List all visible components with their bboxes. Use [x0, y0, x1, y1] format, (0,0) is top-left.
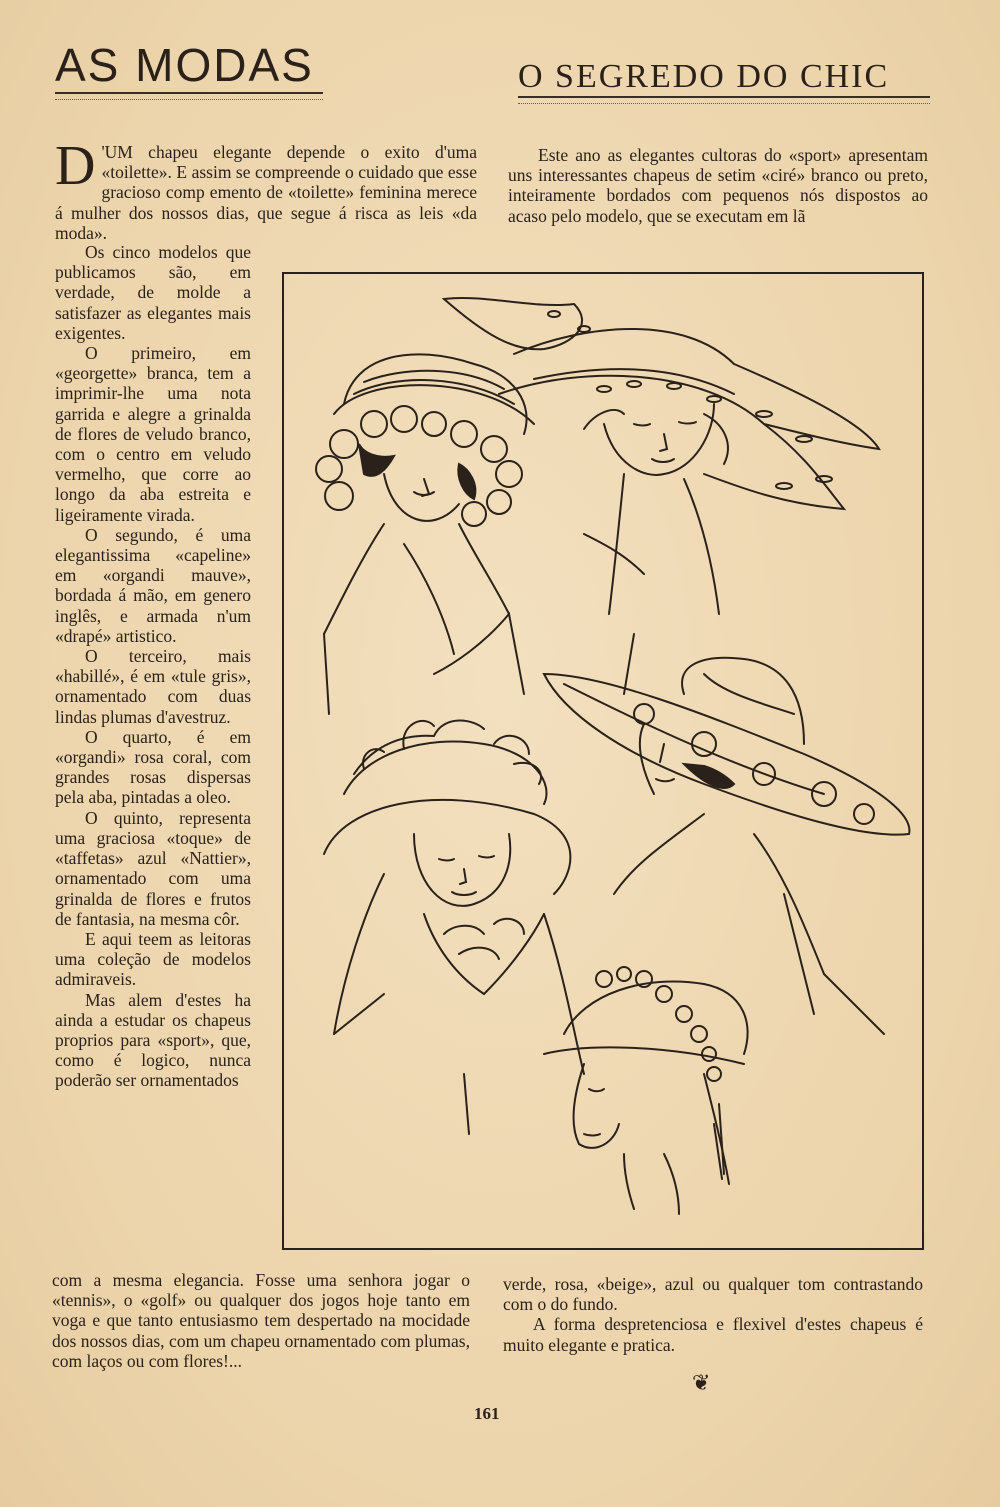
- drop-cap: D: [55, 135, 96, 197]
- paragraph-first: O primeiro, em «georgette» branca, tem a imprimir-lhe uma nota garrida e alegre a grinalda de flores de veludo branco, com o centro em veludo vermelho, que corre ao longo da aba estreita e ligeiramente virada.: [55, 343, 251, 525]
- figure-tulle-plume-hat: [324, 720, 584, 1134]
- paragraph-second: O segundo, é uma elegantissima «capeline» em «organdi mauve», bordada á mão, em genero inglês, e armada n'um «drapé» artistico.: [55, 524, 251, 646]
- hat-illustration: [282, 272, 924, 1250]
- narrow-column: [55, 242, 251, 1091]
- fashion-sketch: [284, 274, 922, 1248]
- sport-paragraph: Este ano as elegantes cultoras do «sport» apresentam uns interessantes chapeus de setim «ciré» branco ou preto, inteiramente bordados com pequenos nós dispostos ao acaso pelo modelo, que se executam em lã: [508, 145, 928, 226]
- page-number: 161: [474, 1404, 500, 1423]
- paragraph-models: Os cinco modelos que publicamos são, em verdade, de molde a satisfazer as elegantes mais exigentes.: [55, 242, 251, 343]
- paragraph-fifth: O quinto, representa uma graciosa «toque» de «taffetas» azul «Nattier», ornamentado com uma grinalda de flores e frutos de fantasia, na mesma côr.: [55, 807, 251, 929]
- ornament-icon: ❦: [692, 1370, 711, 1395]
- colors-paragraph: verde, rosa, «beige», azul ou qualquer tom contrastando com o do fundo.: [503, 1274, 923, 1315]
- left-column-bottom: [52, 1270, 470, 1371]
- sport-continuation-paragraph: com a mesma elegancia. Fosse uma senhora jogar o «tennis», o «golf» ou qualquer dos jogos hoje tanto em voga e que tanto entusiasmo tem despertado na mocidade dos nossos dias, com um chapeu ornamentado com plumas, com laços ou com flores!...: [52, 1270, 470, 1371]
- title-rule-right: [518, 96, 930, 104]
- form-paragraph: A forma despretenciosa e flexivel d'estes chapeus é muito elegante e pratica.: [503, 1314, 923, 1355]
- paragraph-sport-hats: Mas alem d'estes ha ainda a estudar os chapeus proprios para «sport», que, como é logico, nunca poderão ser ornamentados: [55, 989, 251, 1091]
- figure-toque-garland-hat: [544, 967, 748, 1214]
- figure-organdi-rose-hat: [544, 658, 909, 1034]
- right-column-top: [508, 145, 928, 226]
- intro-paragraph: 'UM chapeu elegante depende o exito d'uma «toilette». E assim se compreende o cuidado que esse gracioso comp emento de «toilette» feminina merece á mulher dos nossos dias, que segue á risca as leis «da moda».: [55, 142, 477, 243]
- article-title: O SEGREDO DO CHIC: [518, 58, 890, 95]
- paragraph-third: O terceiro, mais «habillé», é em «tule gris», ornamentado com duas lindas plumas d'avestruz.: [55, 646, 251, 727]
- article-intro: [55, 135, 477, 243]
- title-rule-left: [55, 92, 323, 100]
- paragraph-collection: E aqui teem as leitoras uma coleção de modelos admiraveis.: [55, 928, 251, 990]
- section-title: AS MODAS: [55, 39, 314, 91]
- figure-georgette-hat: [316, 354, 534, 714]
- right-column-bottom: [503, 1274, 923, 1355]
- paragraph-fourth: O quarto, é em «organdi» rosa coral, com grandes rosas dispersas pela aba, pintadas a oleo.: [55, 726, 251, 808]
